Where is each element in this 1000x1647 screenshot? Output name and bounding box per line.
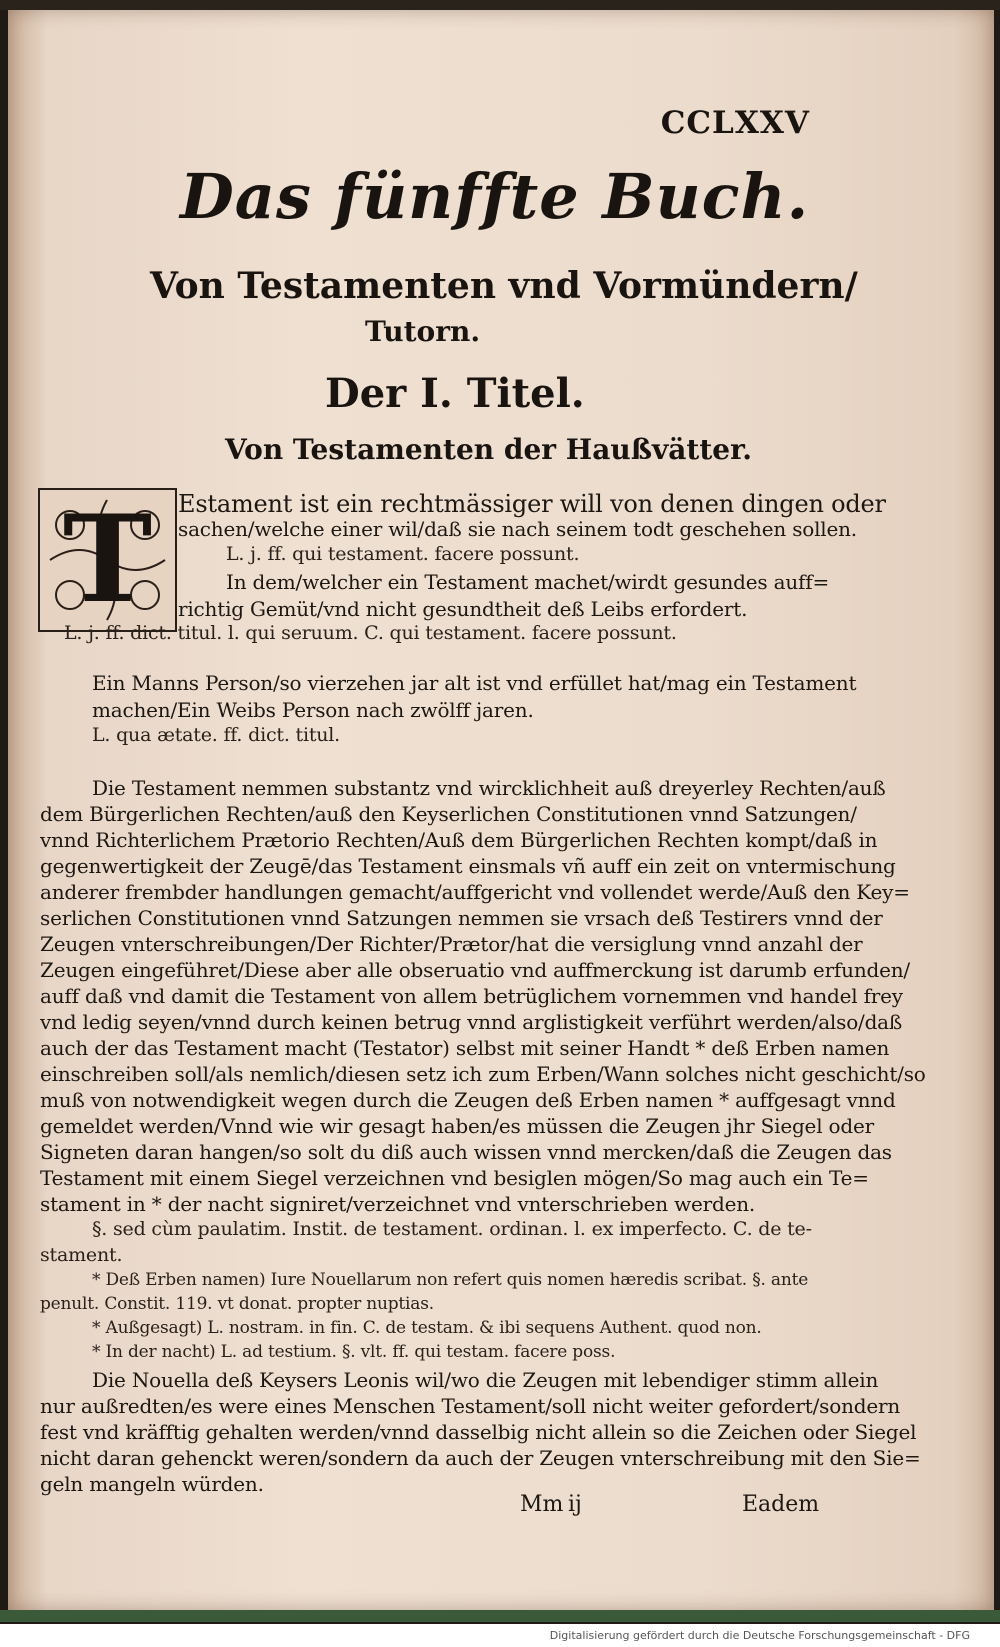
initial-letter: T (62, 489, 153, 630)
text-line: anderer frembder handlungen gemacht/auffgericht vnd vollendet werde/Auß den Key= (40, 880, 910, 904)
text-line: auch der das Testament macht (Testator) selbst mit seiner Handt * deß Erben namen (40, 1036, 890, 1060)
text-line: gegenwertigkeit der Zeugē/das Testament einsmals vñ auff ein zeit on vntermischung (40, 854, 896, 878)
text-line: vnnd Richterlichem Prætorio Rechten/Auß dem Bürgerlichen Rechten kompt/daß in (40, 828, 878, 852)
book-heading: Das fünffte Buch. (180, 160, 810, 233)
catchword: Eadem (742, 1492, 820, 1517)
text-line: gemeldet werden/Vnnd wie wir gesagt haben/es müssen die Zeugen jhr Siegel oder (40, 1114, 874, 1138)
top-border (0, 0, 1000, 10)
text-line: Die Nouella deß Keysers Leonis wil/wo die Zeugen mit lebendiger stimm allein (92, 1368, 879, 1392)
book-subtitle-2: Tutorn. (365, 315, 481, 348)
digitization-footer (0, 1624, 1000, 1647)
text-line: Estament ist ein rechtmässiger will von denen dingen oder (178, 490, 886, 518)
title-name: Von Testamenten der Haußvätter. (225, 433, 753, 466)
text-line: * Außgesagt) L. nostram. in fin. C. de testam. & ibi sequens Authent. quod non. (92, 1318, 762, 1338)
text-line: Zeugen eingeführet/Diese aber alle obseruatio vnd auffmerckung ist darumb erfunden/ (40, 958, 910, 982)
text-line: * Deß Erben namen) Iure Nouellarum non refert quis nomen hæredis scribat. §. ante (92, 1270, 809, 1290)
bottom-border (0, 1610, 1000, 1622)
text-line: Die Testament nemmen substantz vnd wircklichheit auß dreyerley Rechten/auß (92, 776, 886, 800)
text-line: * In der nacht) L. ad testium. §. vlt. ff. qui testam. facere poss. (92, 1342, 616, 1362)
text-line: geln mangeln würden. (40, 1472, 264, 1496)
text-line: vnd ledig seyen/vnnd durch keinen betrug vnnd arglistigkeit verführt werden/also/daß (40, 1010, 903, 1034)
text-line: stament. (40, 1244, 123, 1266)
text-line: L. j. ff. dict. titul. l. qui seruum. C. qui testament. facere possunt. (64, 622, 677, 644)
signature-number: ij (568, 1492, 582, 1517)
text-line: §. sed cùm paulatim. Instit. de testament. ordinan. l. ex imperfecto. C. de te- (92, 1218, 812, 1240)
text-line: nur außredten/es were eines Menschen Testament/soll nicht weiter gefordert/sondern (40, 1394, 901, 1418)
text-line: stament in * der nacht signiret/verzeichnet vnd vnterschrieben werden. (40, 1192, 756, 1216)
text-line: fest vnd kräfftig gehalten werden/vnnd dasselbig nicht allein so die Zeichen oder Siegel (40, 1420, 917, 1444)
text-line: Testament mit einem Siegel verzeichnen vnd besiglen mögen/So mag auch ein Te= (40, 1166, 869, 1190)
text-line: nicht daran gehenckt weren/sondern da auch der Zeugen vnterschreibung mit den Sie= (40, 1446, 921, 1470)
text-line: muß von notwendigkeit wegen durch die Zeugen deß Erben namen * auffgesagt vnnd (40, 1088, 896, 1112)
text-line: richtig Gemüt/vnd nicht gesundtheit deß Leibs erfordert. (178, 597, 748, 621)
text-line: penult. Constit. 119. vt donat. propter nuptias. (40, 1294, 434, 1314)
text-line: In dem/welcher ein Testament machet/wirdt gesundes auff= (226, 570, 830, 594)
book-subtitle-1: Von Testamenten vnd Vormündern/ (150, 265, 858, 307)
text-line: L. j. ff. qui testament. facere possunt. (226, 543, 580, 565)
text-line: sachen/welche einer wil/daß sie nach seinem todt geschehen sollen. (178, 517, 857, 541)
signature-mark: Mm (520, 1492, 564, 1517)
text-line: L. qua ætate. ff. dict. titul. (92, 724, 341, 746)
text-line: Signeten daran hangen/so solt du diß auch wissen vnnd mercken/daß die Zeugen das (40, 1140, 892, 1164)
text-line: machen/Ein Weibs Person nach zwölff jaren. (92, 698, 534, 722)
text-line: auff daß vnd damit die Testament von allem betrüglichem vornemmen vnd handel frey (40, 984, 903, 1008)
decorated-initial (38, 488, 177, 632)
folio-number: CCLXXV (660, 105, 810, 141)
text-line: einschreiben soll/als nemlich/diesen setz ich zum Erben/Wann solches nicht geschicht/so (40, 1062, 926, 1086)
text-line: serlichen Constitutionen vnnd Satzungen nemmen sie vrsach deß Testirers vnnd der (40, 906, 883, 930)
footer-text: Digitalisierung gefördert durch die Deutsche Forschungsgemeinschaft - DFG (549, 1629, 970, 1642)
text-line: dem Bürgerlichen Rechten/auß den Keyserlichen Constitutionen vnnd Satzungen/ (40, 802, 857, 826)
text-line: Zeugen vnterschreibungen/Der Richter/Prætor/hat die versiglung vnnd anzahl der (40, 932, 863, 956)
text-line: Ein Manns Person/so vierzehen jar alt ist vnd erfüllet hat/mag ein Testament (92, 671, 857, 695)
title-number: Der I. Titel. (325, 370, 585, 417)
